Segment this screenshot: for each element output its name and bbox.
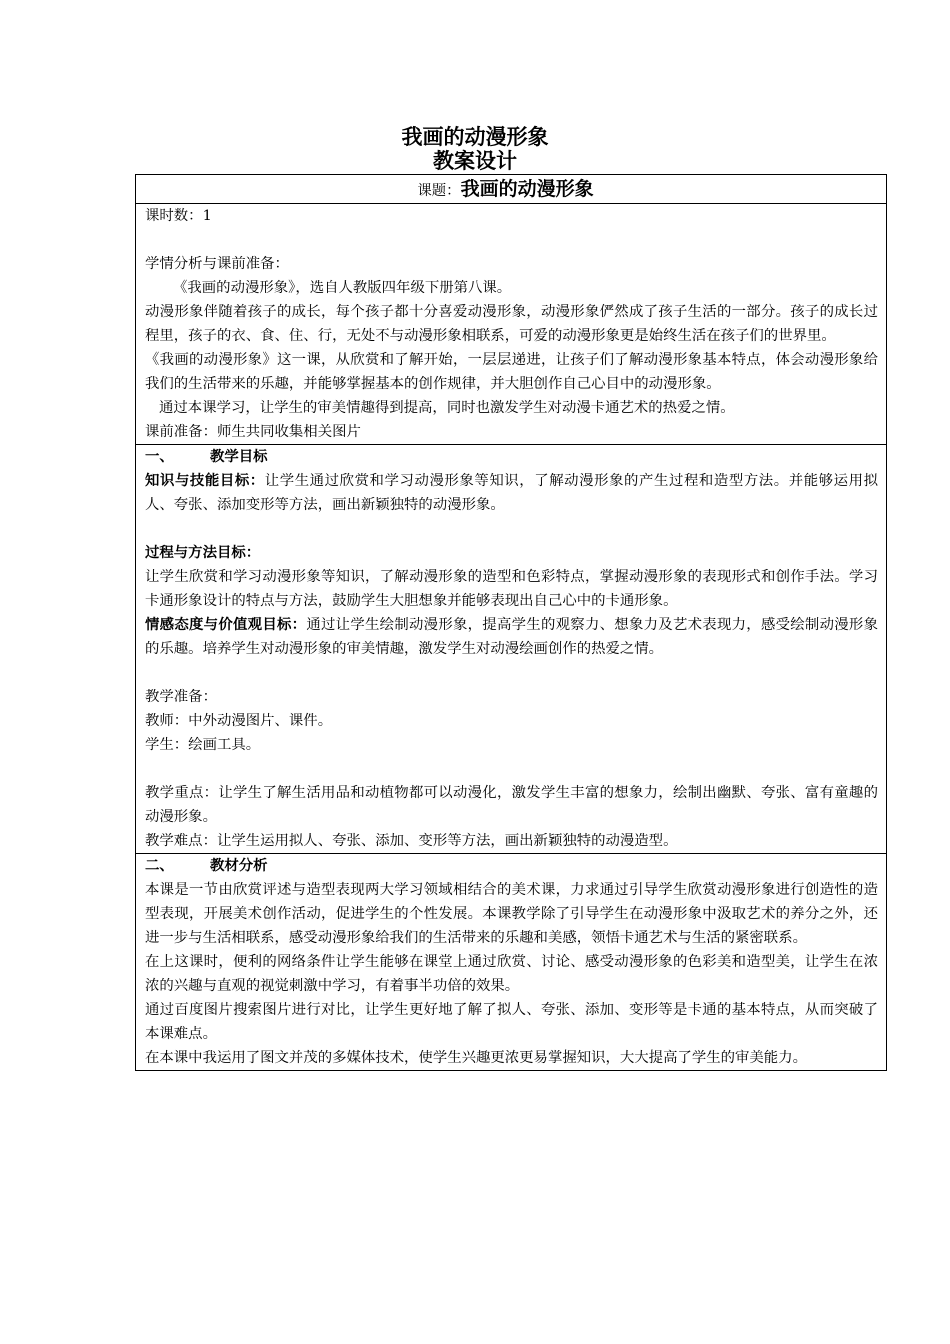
section-number: 一、 (145, 449, 174, 465)
teaching-prep-heading: 教学准备： (145, 689, 217, 705)
materials-paragraph: 通过百度图片搜索图片进行对比，让学生更好地了解了拟人、夸张、添加、变形等是卡通的基本特点，从而突破了本课难点。 (145, 1002, 878, 1042)
student-prep: 学生：绘画工具。 (145, 737, 261, 753)
materials-section (136, 853, 886, 1070)
objectives-section (136, 444, 886, 853)
section-heading (145, 854, 878, 878)
lesson-hours: 课时数：1 (145, 208, 212, 224)
section-number: 二、 (145, 858, 174, 874)
subject-row (136, 175, 886, 203)
materials-paragraph: 在上这课时，便利的网络条件让学生能够在课堂上通过欣赏、讨论、感受动漫形象的色彩美和造型美，让学生在浓浓的兴趣与直观的视觉刺激中学习，有着事半功倍的效果。 (145, 954, 878, 994)
analysis-paragraph: 动漫形象伴随着孩子的成长，每个孩子都十分喜爱动漫形象，动漫形象俨然成了孩子生活的一部分。孩子的成长过程里，孩子的衣、食、住、行，无处不与动漫形象相联系，可爱的动漫形象更是始终生活在孩子们的世界里。 (145, 304, 878, 344)
analysis-heading: 学情分析与课前准备： (145, 256, 289, 272)
section-heading (145, 445, 878, 469)
knowledge-objective (145, 469, 878, 517)
process-objective-text: 让学生欣赏和学习动漫形象等知识，了解动漫形象的造型和色彩特点，掌握动漫形象的表现形式和创作手法。学习卡通形象设计的特点与方法，鼓励学生大胆想象并能够表现出自己心中的卡通形象。 (145, 569, 878, 609)
process-objective-label: 过程与方法目标： (145, 545, 261, 561)
materials-paragraph: 在本课中我运用了图文并茂的多媒体技术，使学生兴趣更浓更易掌握知识，大大提高了学生的审美能力。 (145, 1050, 807, 1066)
objective-text: 让学生通过欣赏和学习动漫形象等知识，了解动漫形象的产生过程和造型方法。并能够运用拟人、夸张、添加变形等方法，画出新颖独特的动漫形象。 (145, 473, 878, 513)
difficulty-point: 教学难点：让学生运用拟人、夸张、添加、变形等方法，画出新颖独特的动漫造型。 (145, 833, 678, 849)
subject-value: 我画的动漫形象 (460, 178, 594, 200)
materials-paragraph: 本课是一节由欣赏评述与造型表现两大学习领域相结合的美术课，力求通过引导学生欣赏动漫形象进行创造性的造型表现，开展美术创作活动，促进学生的个性发展。本课教学除了引导学生在动漫形象中汲取艺术的养分之外，还进一步与生活相联系，感受动漫形象给我们的生活带来的乐趣和美感，领悟卡通艺术与生活的紧密联系。 (145, 882, 878, 946)
objective-label: 情感态度与价值观目标： (145, 617, 307, 633)
lesson-plan-table (135, 174, 887, 1071)
document-subtitle: 教案设计 (433, 149, 517, 173)
document-title: 我画的动漫形象 (401, 125, 549, 149)
subject-label: 课题： (417, 183, 461, 199)
section-title: 教学目标 (210, 449, 268, 465)
objective-text: 通过让学生绘制动漫形象，提高学生的观察力、想象力及艺术表现力，感受绘制动漫形象的乐趣。培养学生对动漫形象的审美情趣，激发学生对动漫绘画创作的热爱之情。 (145, 617, 878, 657)
objective-label: 知识与技能目标： (145, 473, 265, 489)
section-title: 教材分析 (210, 858, 268, 874)
key-point: 教学重点：让学生了解生活用品和动植物都可以动漫化，激发学生丰富的想象力，绘制出幽默、夸张、富有童趣的动漫形象。 (145, 785, 878, 825)
analysis-paragraph: 《我画的动漫形象》，选自人教版四年级下册第八课。 (173, 280, 512, 296)
pre-class-preparation: 课前准备：师生共同收集相关图片 (145, 424, 361, 440)
teacher-prep: 教师：中外动漫图片、课件。 (145, 713, 333, 729)
emotion-objective (145, 613, 878, 661)
analysis-section (136, 203, 886, 444)
analysis-paragraph: 《我画的动漫形象》这一课，从欣赏和了解开始，一层层递进，让孩子们了解动漫形象基本特点，体会动漫形象给我们的生活带来的乐趣，并能够掌握基本的创作规律，并大胆创作自己心目中的动漫形象。 (145, 352, 878, 392)
analysis-paragraph: 通过本课学习，让学生的审美情趣得到提高，同时也激发学生对动漫卡通艺术的热爱之情。 (159, 400, 735, 416)
